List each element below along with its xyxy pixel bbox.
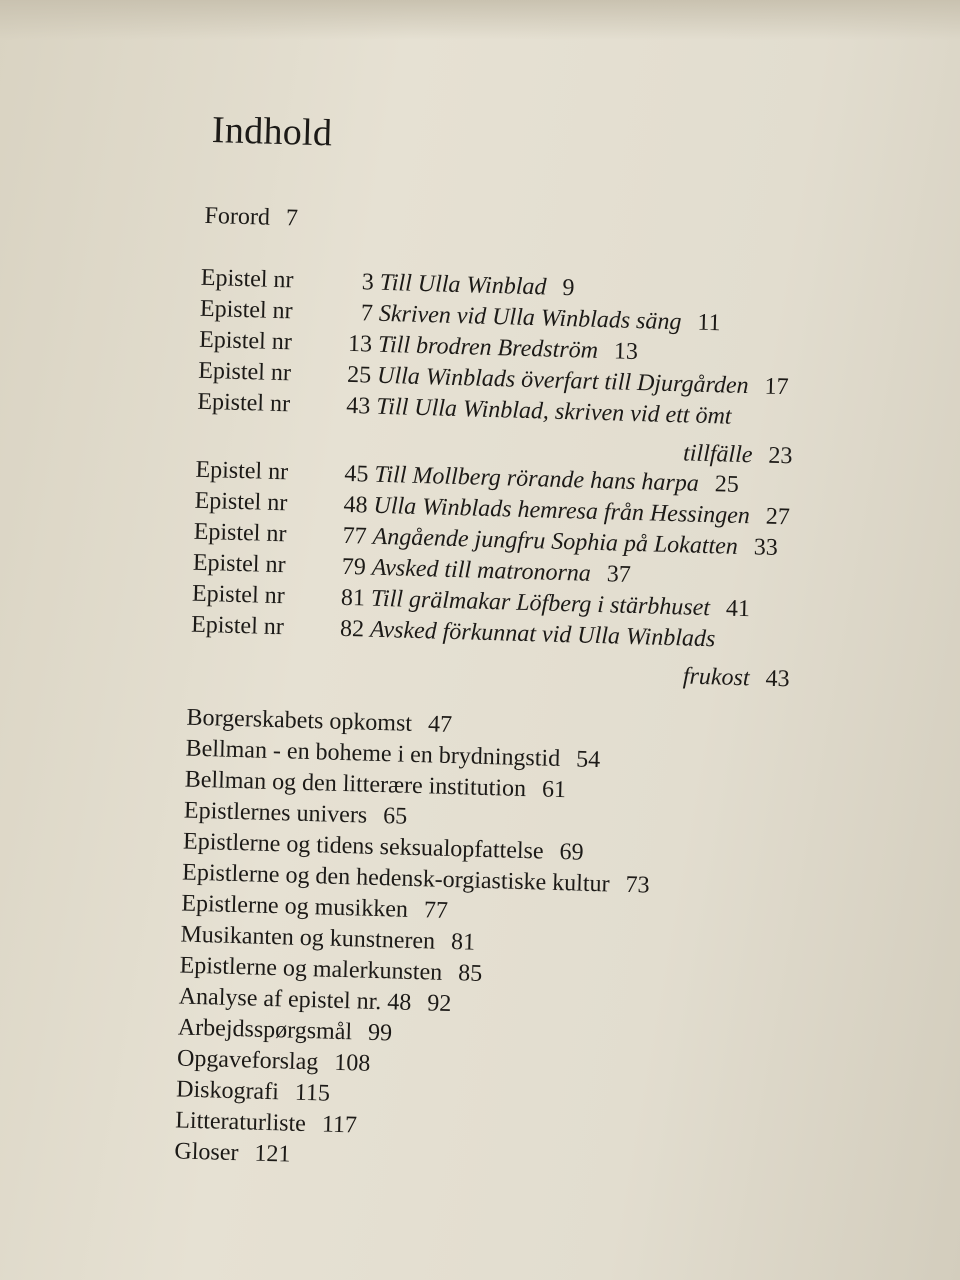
entry-title: Litteraturliste: [174, 1107, 307, 1138]
toc-entry-forord: [204, 204, 298, 231]
entry-title: Avsked förkunnat vid Ulla Winblads: [369, 616, 716, 653]
entry-label: Epistel nr: [193, 518, 287, 548]
entry-title: Bellman og den litterære institution: [184, 766, 527, 803]
entry-title: Skriven vid Ulla Winblads säng: [378, 300, 682, 336]
entry-title: Till brodren Bredström: [377, 331, 599, 364]
entry-number: 81: [340, 584, 366, 612]
entry-page: 27: [765, 503, 791, 531]
entry-title: Borgerskabets opkomst: [186, 704, 413, 737]
toc-entry-chapter: [184, 799, 408, 829]
entry-title: Till Ulla Winblad, skriven vid ett ömt: [375, 393, 732, 430]
entry-title-continued: frukost: [682, 663, 750, 692]
entry-page: 108: [333, 1049, 371, 1077]
toc-entry-chapter: [179, 953, 482, 985]
entry-label: Epistel nr: [190, 611, 285, 641]
entry-page: 13: [613, 338, 639, 366]
entry-title: Epistlerne og musikken: [181, 890, 409, 923]
entry-page: 17: [764, 373, 789, 401]
entry-page: 25: [714, 471, 740, 498]
entry-page: 85: [457, 960, 483, 987]
page-title: Indhold: [211, 109, 333, 155]
toc-entry-chapter: [177, 1046, 371, 1075]
entry-label: Epistel nr: [191, 580, 286, 610]
entry-page: 37: [606, 561, 632, 588]
entry-page: 69: [559, 839, 584, 866]
entry-title: Gloser: [174, 1138, 239, 1167]
entry-number: 13: [347, 330, 373, 358]
entry-page: 73: [625, 871, 650, 899]
entry-title: Angående jungfru Sophia på Lokatten: [372, 523, 739, 560]
entry-page: 54: [575, 746, 601, 774]
entry-number: 82: [339, 615, 365, 643]
entry-page: 65: [382, 803, 408, 830]
entry-title: Epistlernes univers: [183, 797, 368, 829]
toc-entry-epistel-3: [201, 266, 575, 300]
toc-entry-epistel-82-continued: [683, 664, 790, 691]
entry-title: Opgaveforslag: [176, 1045, 319, 1076]
entry-label: Epistel nr: [197, 388, 291, 418]
entry-title: Ulla Winblads hemresa från Hessingen: [373, 492, 751, 530]
entry-number: 7: [360, 300, 374, 327]
entry-title: Epistlerne og malerkunsten: [179, 952, 443, 986]
entry-page: 23: [768, 442, 793, 470]
entry-page: 81: [450, 929, 476, 956]
entry-number: 48: [343, 491, 368, 519]
entry-label: Epistel nr: [198, 326, 293, 356]
toc-entry-chapter: [174, 1139, 291, 1166]
entry-page: 33: [753, 534, 779, 562]
entry-number: 45: [344, 460, 369, 488]
entry-title-continued: tillfälle: [682, 440, 753, 469]
entry-label: Epistel nr: [197, 357, 292, 387]
entry-label: Epistel nr: [194, 487, 288, 517]
entry-page: 7: [285, 205, 299, 232]
entry-title: Till Ulla Winblad: [379, 269, 547, 301]
toc-entry-chapter: [180, 922, 475, 954]
entry-number: 3: [361, 269, 375, 296]
entry-number: 43: [345, 392, 371, 420]
toc-entry-chapter: [176, 1077, 330, 1105]
entry-number: 25: [346, 361, 372, 389]
entry-label: Epistel nr: [192, 549, 286, 579]
entry-number: 77: [342, 522, 368, 550]
toc-entry-chapter: [178, 1015, 393, 1045]
entry-page: 92: [426, 990, 452, 1018]
toc-entry-epistel-13: [199, 328, 639, 364]
entry-label: Epistel nr: [195, 456, 289, 486]
entry-title: Epistlerne og den hedensk-orgiastiske kultur: [181, 859, 610, 898]
entry-number: 79: [341, 553, 367, 581]
entry-page: 117: [321, 1111, 358, 1139]
toc-entry-chapter: [175, 1108, 357, 1137]
entry-page: 99: [367, 1019, 393, 1047]
entry-label: Epistel nr: [199, 295, 293, 325]
entry-label: Epistel nr: [200, 264, 294, 294]
entry-title: Till Mollberg rörande hans harpa: [374, 461, 700, 497]
entry-title: Forord: [204, 202, 271, 231]
entry-page: 61: [541, 776, 567, 804]
entry-page: 47: [427, 711, 453, 738]
entry-title: Ulla Winblads överfart till Djurgården: [376, 362, 749, 400]
entry-page: 43: [765, 665, 790, 693]
toc-entry-chapter: [185, 768, 567, 803]
entry-title: Bellman - en boheme i en brydningstid: [185, 735, 561, 773]
entry-page: 9: [562, 274, 575, 302]
toc-entry-chapter: [186, 706, 452, 737]
entry-title: Epistlerne og tidens seksualopfattelse: [182, 828, 544, 865]
entry-title: Till grälmakar Löfberg i stärbhuset: [370, 585, 711, 622]
entry-title: Arbejdsspørgsmål: [177, 1014, 353, 1046]
entry-page: 41: [725, 595, 751, 623]
entry-page: 11: [697, 309, 721, 337]
entry-title: Avsked till matronorna: [371, 554, 592, 587]
entry-title: Musikanten og kunstneren: [180, 921, 436, 955]
toc-entry-epistel-43-continued: [683, 441, 793, 468]
toc-entry-epistel-79: [193, 551, 632, 587]
toc-entry-chapter: [178, 984, 451, 1016]
entry-page: 77: [423, 897, 449, 924]
entry-page: 115: [294, 1079, 331, 1107]
toc-entry-chapter: [183, 830, 584, 865]
toc-entry-chapter: [181, 892, 448, 923]
entry-title: Analyse af epistel nr. 48: [178, 983, 412, 1016]
toc-entry-chapter: [185, 737, 600, 773]
entry-page: 121: [254, 1140, 291, 1168]
entry-title: Diskografi: [175, 1076, 280, 1106]
